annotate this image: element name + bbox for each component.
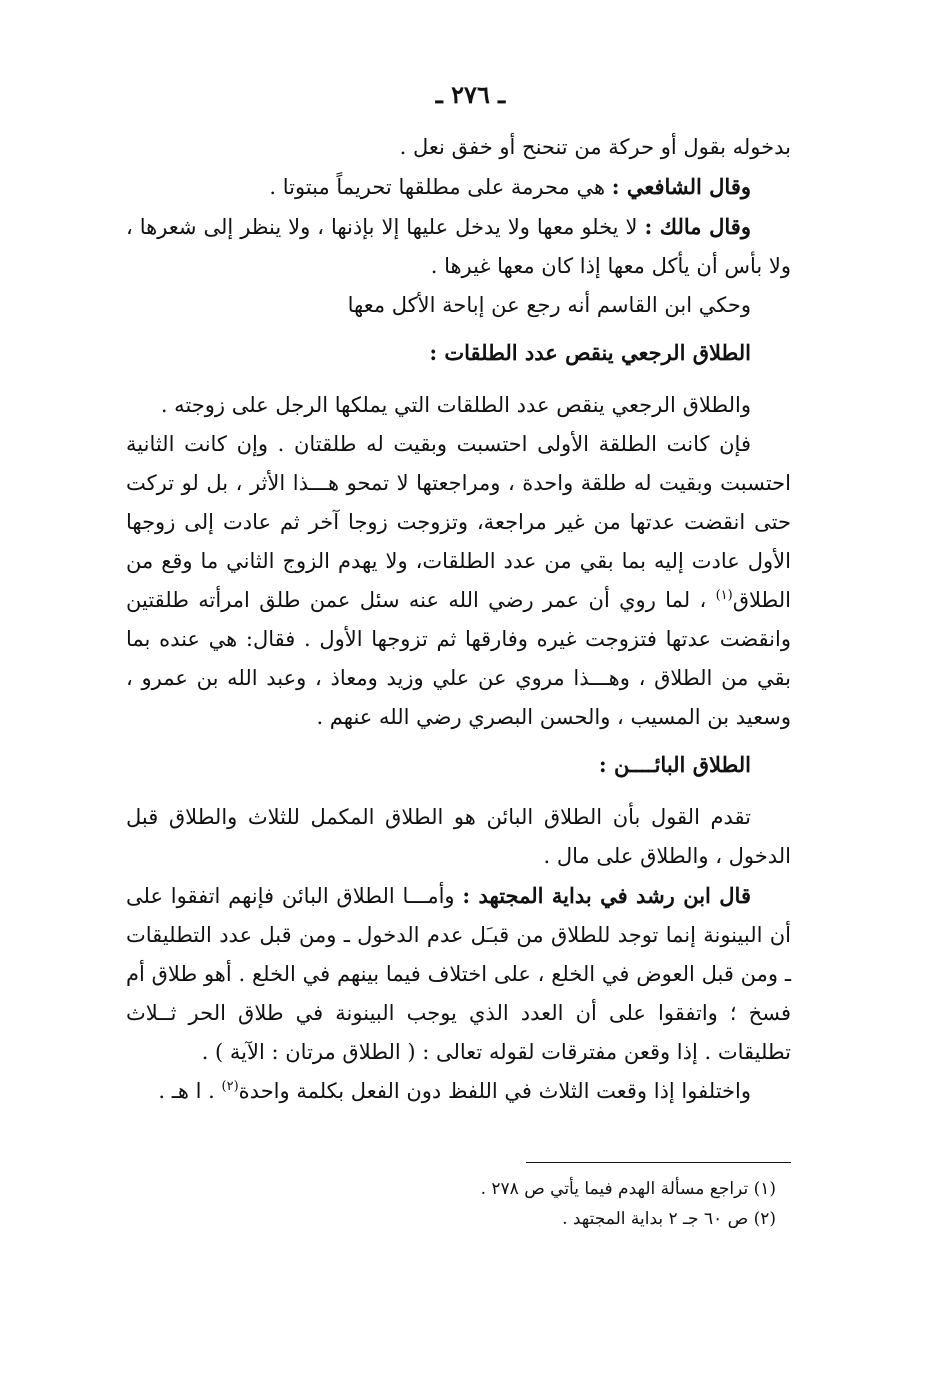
section-heading: الطلاق البائــــن : xyxy=(598,752,751,777)
paragraph xyxy=(126,1072,791,1111)
footnotes xyxy=(176,1174,776,1234)
main-text xyxy=(126,128,791,1111)
paragraph-text: هي محرمة على مطلقها تحريماً مبتوتا . xyxy=(269,175,612,199)
paragraph-lead: وقال الشافعي : xyxy=(611,174,751,199)
paragraph-text: وحكي ابن القاسم أنه رجع عن إباحة الأكل معها xyxy=(347,293,751,317)
paragraph-text: ، لما روي أن عمر رضي الله عنه سئل عمن طلق امرأته طلقتين وانقضت عدتها فتزوجت غيره وفارقها ثم تزوجها الأول . فقال: هي عنده بما بقي من الطلاق ، وهـــذا مروي عن علي وزيد ومعاذ ، وعبد الله بن عمرو ، وسعيد بن المسيب ، والحسن البصري رضي الله عنهم . xyxy=(126,588,791,729)
footnote-divider xyxy=(526,1162,791,1163)
paragraph-lead: وقال مالك : xyxy=(644,214,751,239)
paragraph xyxy=(126,167,791,207)
paragraph-text: . ا هـ . xyxy=(158,1079,222,1103)
section-heading: الطلاق الرجعي ينقص عدد الطلقات : xyxy=(429,340,751,365)
paragraph-text: والطلاق الرجعي ينقص عدد الطلقات التي يملكها الرجل على زوجته . xyxy=(160,393,751,417)
paragraph xyxy=(126,386,791,425)
paragraph-text: تقدم القول بأن الطلاق البائن هو الطلاق المكمل للثلاث والطلاق قبل الدخول ، والطلاق على مال . xyxy=(126,805,791,868)
footnote: (٢) ص ٦٠ جـ ٢ بداية المجتهد . xyxy=(562,1209,776,1229)
paragraph-lead: قال ابن رشد في بداية المجتهد : xyxy=(462,883,751,908)
paragraph xyxy=(126,798,791,876)
footnote-ref[interactable]: (١) xyxy=(715,588,733,603)
paragraph xyxy=(126,286,791,325)
paragraph-text: وأمـــا الطلاق البائن فإنهم اتفقوا على أن البينونة إنما توجد للطلاق من قبـَل عدم الدخول ـ ومن قبل عدد التطليقات ـ ومن قبل العوض في الخلع ، على اختلاف فيما بينهم في الخلع . أهو طلاق أم فسخ ؛ واتفقوا على أن العدد الذي يوجب البينونة في طلاق الحر ثــلاث تطليقات . إذا وقعن مفترقات لقوله تعالى : ( الطلاق مرتان : الآية ) . xyxy=(126,884,791,1064)
footnote-ref[interactable]: (٢) xyxy=(221,1079,239,1094)
paragraph-text: لا يخلو معها ولا يدخل عليها إلا بإذنها ، ولا ينظر إلى شعرها ، ولا بأس أن يأكل معها إذا كان معها غيرها . xyxy=(126,215,791,278)
paragraph-text: بدخوله بقول أو حركة من تنحنح أو خفق نعل . xyxy=(399,135,791,159)
paragraph xyxy=(126,876,791,1072)
paragraph xyxy=(126,425,791,737)
paragraph-text: فإن كانت الطلقة الأولى احتسبت وبقيت له طلقتان . وإن كانت الثانية احتسبت وبقيت له طلقة واحدة ، ومراجعتها لا تمحو هـــذا الأثر ، بل لو تركت حتى انقضت عدتها من غير مراجعة، وتزوجت زوجا آخر ثم عادت إلى زوجها الأول عادت إليه بما بقي من عدد الطلقات، ولا يهدم الزوج الثاني ما وقع من الطلاق xyxy=(126,432,791,612)
page-number: ـ ٢٧٦ ـ xyxy=(435,80,506,109)
paragraph-text: واختلفوا إذا وقعت الثلاث في اللفظ دون الفعل بكلمة واحدة xyxy=(238,1079,751,1103)
footnote: (١) تراجع مسألة الهدم فيما يأتي ص ٢٧٨ . xyxy=(480,1179,776,1199)
paragraph xyxy=(126,128,791,167)
paragraph xyxy=(126,207,791,286)
